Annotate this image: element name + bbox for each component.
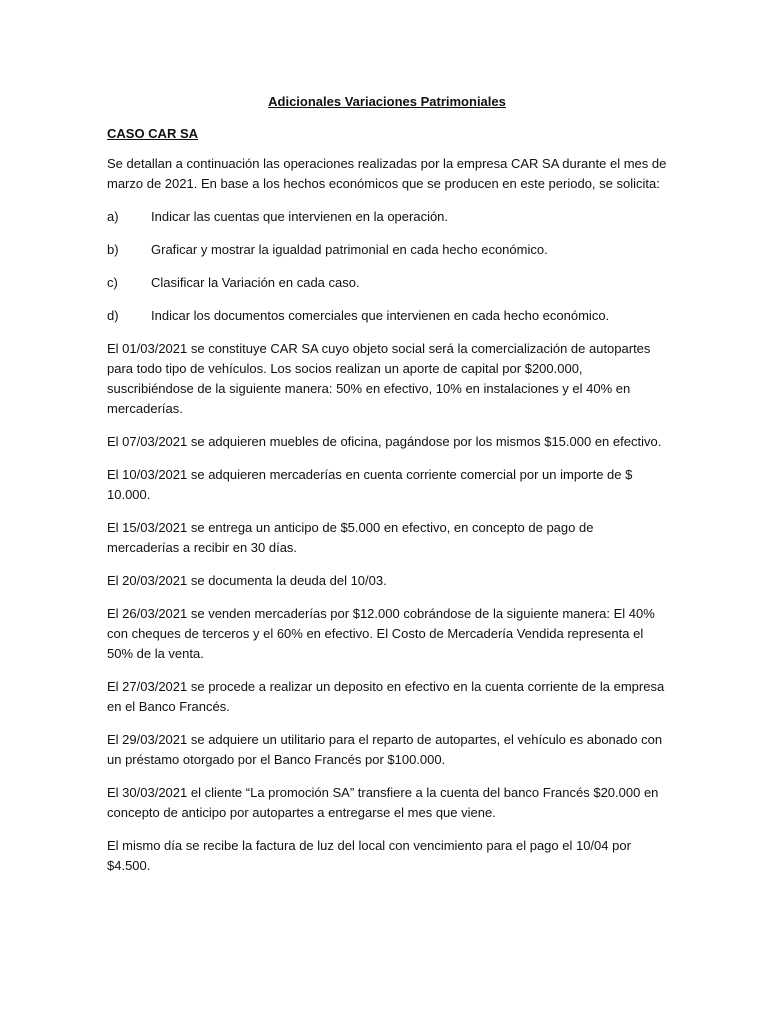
event-paragraph-same-day: El mismo día se recibe la factura de luz del local con vencimiento para el pago el 10/04 por $4.500. <box>107 838 631 873</box>
event-paragraph-2703: El 27/03/2021 se procede a realizar un deposito en efectivo en la cuenta corriente de la empresa en el Banco Francés. <box>107 679 665 714</box>
task-item-b <box>107 240 667 260</box>
task-text: Indicar las cuentas que intervienen en la operación. <box>151 209 449 224</box>
event-paragraph-0103: El 01/03/2021 se constituye CAR SA cuyo objeto social será la comercialización de autopartes para todo tipo de vehículos. Los socios realizan un aporte de capital por $200.000, suscribiéndose de la siguiente manera: 50% en efectivo, 10% en instalaciones y el 40% en mercaderías. <box>107 341 651 416</box>
task-letter: c) <box>107 275 118 290</box>
task-letter: d) <box>107 308 119 323</box>
task-item-a <box>107 207 667 227</box>
document-body <box>107 92 667 889</box>
task-text: Clasificar la Variación en cada caso. <box>151 275 360 290</box>
task-letter: a) <box>107 209 119 224</box>
task-text: Graficar y mostrar la igualdad patrimonial en cada hecho económico. <box>151 242 548 257</box>
event-paragraph-0703: El 07/03/2021 se adquieren muebles de oficina, pagándose por los mismos $15.000 en efectivo. <box>107 434 662 449</box>
event-paragraph-1003: El 10/03/2021 se adquieren mercaderías en cuenta corriente comercial por un importe de $ 10.000. <box>107 467 633 502</box>
event-paragraph-2003: El 20/03/2021 se documenta la deuda del 10/03. <box>107 573 387 588</box>
event-paragraph-2603: El 26/03/2021 se venden mercaderías por $12.000 cobrándose de la siguiente manera: El 40% con cheques de terceros y el 60% en efectivo. El Costo de Mercadería Vendida representa el 50% de la venta. <box>107 606 655 661</box>
task-item-d <box>107 306 667 326</box>
intro-paragraph: Se detallan a continuación las operaciones realizadas por la empresa CAR SA durante el mes de marzo de 2021. En base a los hechos económicos que se producen en este periodo, se solicita: <box>107 156 667 191</box>
task-item-c <box>107 273 667 293</box>
case-title: CASO CAR SA <box>107 126 199 141</box>
document-title: Adicionales Variaciones Patrimoniales <box>268 94 506 109</box>
event-paragraph-2903: El 29/03/2021 se adquiere un utilitario para el reparto de autopartes, el vehículo es abonado con un préstamo otorgado por el Banco Francés por $100.000. <box>107 732 663 767</box>
task-text: Indicar los documentos comerciales que intervienen en cada hecho económico. <box>151 308 610 323</box>
event-paragraph-1503: El 15/03/2021 se entrega un anticipo de $5.000 en efectivo, en concepto de pago de mercaderías a recibir en 30 días. <box>107 520 594 555</box>
event-paragraph-3003: El 30/03/2021 el cliente “La promoción SA” transfiere a la cuenta del banco Francés $20.000 en concepto de anticipo por autopartes a entregarse el mes que viene. <box>107 785 659 820</box>
task-letter: b) <box>107 242 119 257</box>
